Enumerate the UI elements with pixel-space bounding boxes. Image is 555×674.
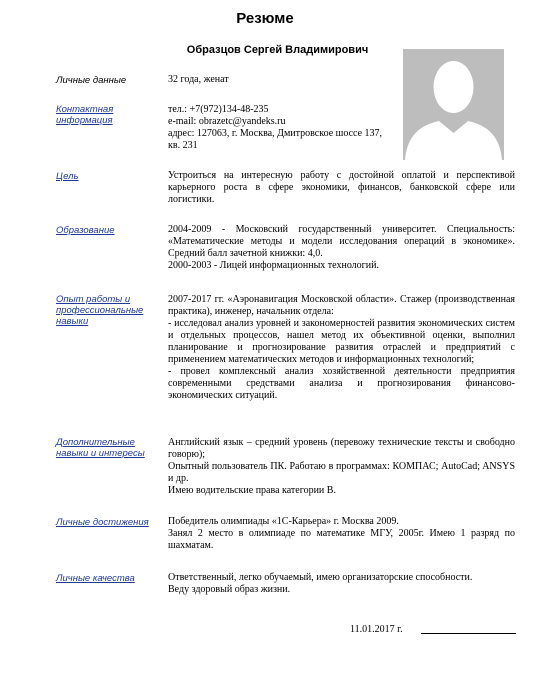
document-title: Резюме [236,10,294,27]
content-skills [168,437,515,497]
label-qualities[interactable]: Личные качества [56,573,135,584]
label-goal[interactable]: Цель [56,171,79,182]
person-name: Образцов Сергей Владимирович [186,44,369,56]
content-goal [168,170,515,206]
personal-line: 32 года, женат [168,74,229,85]
skills-pc: Опытный пользователь ПК. Работаю в программах: КОМПАС; AutoCad; ANSYS и др. [168,461,515,484]
contact-phone: тел.: +7(972)134-48-235 [168,104,269,115]
label-personal: Личные данные [56,75,127,86]
document-date: 11.01.2017 г. [350,624,403,635]
education-university: 2004-2009 - Московский государственный университет. Специальность: «Математические методы и модели исследования операций в экономике». Средний балл зачетной книжки: 4,0. [168,224,515,259]
goal-text: Устроиться на интересную работу с достойной оплатой и перспективой карьерного роста в сфере экономики, финансов, банковской сфере или логистики. [168,170,515,205]
content-personal [168,74,515,86]
label-achievements[interactable]: Личные достижения [56,517,149,528]
achievement-1: Победитель олимпиады «1С-Карьера» г. Москва 2009. [168,516,399,527]
content-achievements [168,516,515,552]
skills-license: Имею водительские права категории В. [168,485,336,496]
achievement-2: Занял 2 место в олимпиаде по математике МГУ, 2005г. Имею 1 разряд по шахматам. [168,528,515,551]
label-skills[interactable]: Дополнительные навыки и интересы [56,437,145,459]
content-education [168,224,515,272]
experience-item-2: - провел комплексный анализ хозяйственной деятельности предприятия современными средствами анализа и прогнозирования финансово-экономических ситуаций. [168,366,515,401]
contact-address: адрес: 127063, г. Москва, Дмитровское шоссе 137, кв. 231 [168,128,383,151]
label-education[interactable]: Образование [56,225,115,236]
qualities-1: Ответственный, легко обучаемый, имею организаторские способности. [168,572,473,583]
content-contact [168,104,383,152]
content-experience [168,294,515,402]
skills-english: Английский язык – средний уровень (перевожу технические тексты и свободно говорю); [168,437,515,460]
signature-line [421,633,516,634]
label-contact[interactable]: Контактная информация [56,104,114,126]
experience-header: 2007-2017 гг. «Аэронавигация Московской области». Стажер (производственная практика), инженер, начальник отдела: [168,294,515,317]
photo-placeholder-icon [403,49,504,160]
qualities-2: Веду здоровый образ жизни. [168,584,291,595]
content-qualities [168,572,515,596]
contact-email: e-mail: obrazetc@yandeks.ru [168,116,286,127]
education-lyceum: 2000-2003 - Лицей информационных технологий. [168,260,379,271]
experience-item-1: - исследовал анализ уровней и закономерностей развития экономических систем и отдельных процессов, нашел метод их объективной оценки, выполнил планирование и прогнозирование развития отраслей и предприятий с применением математических методов и информационных технологий; [168,318,515,365]
label-experience[interactable]: Опыт работы и профессиональные навыки [56,294,144,327]
